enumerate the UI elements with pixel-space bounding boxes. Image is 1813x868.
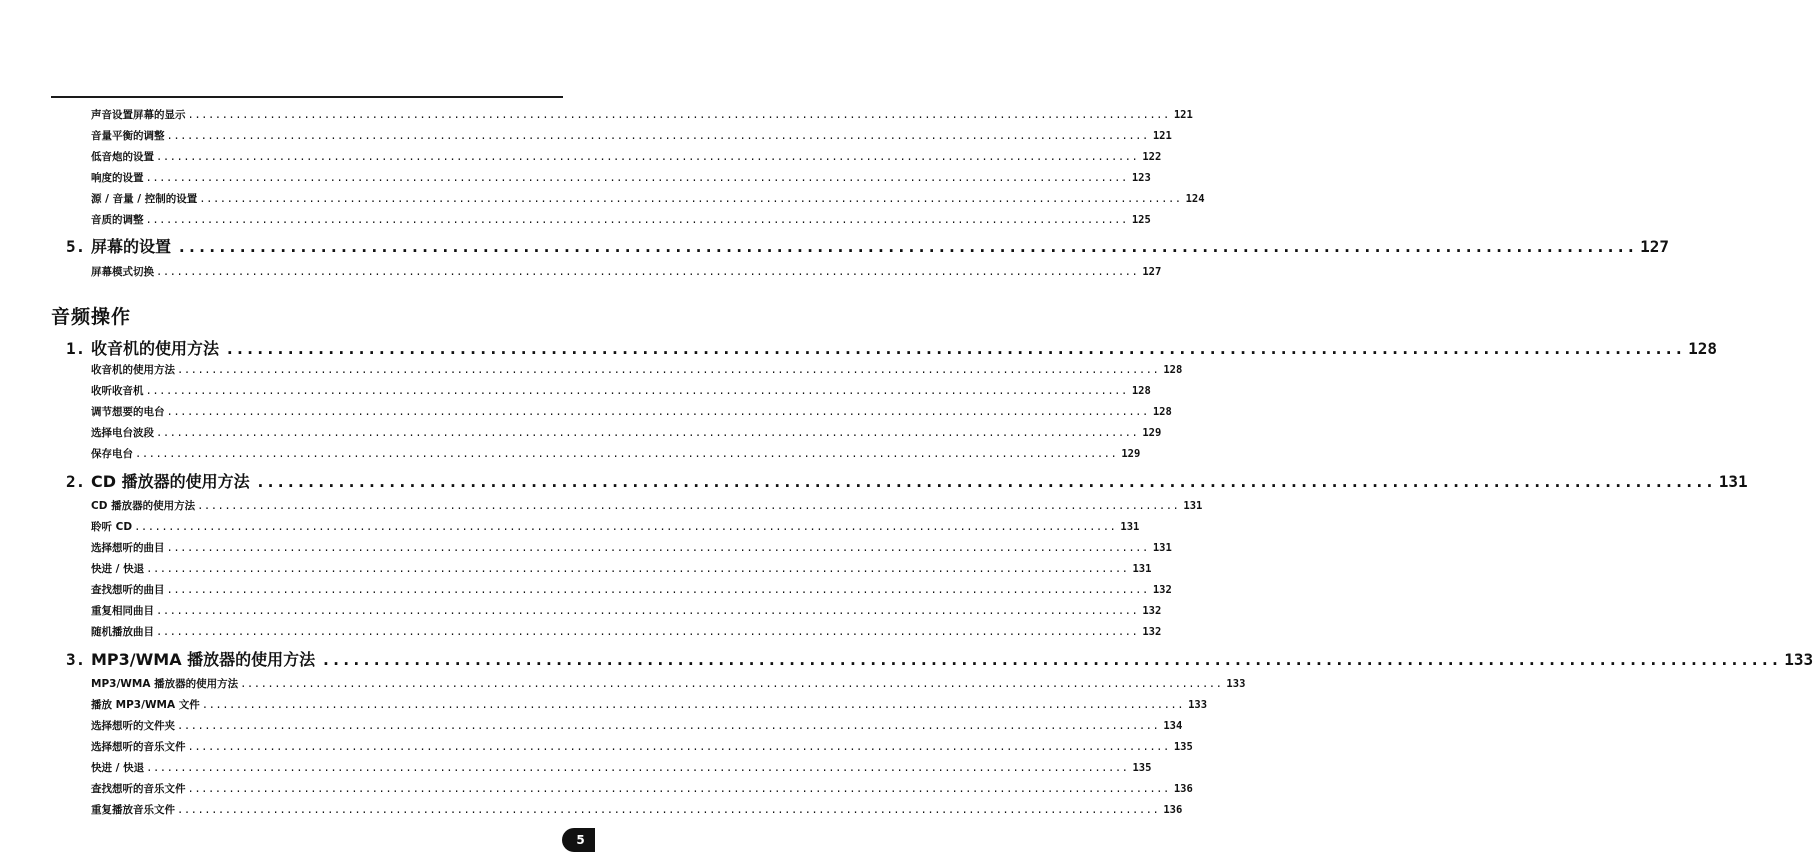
- toc-entry[interactable]: [91, 719, 1183, 734]
- entry-title: 随机播放曲目: [91, 626, 154, 638]
- entry-page-number: 131: [1183, 500, 1203, 512]
- entry-page-number: 135: [1132, 762, 1152, 774]
- entry-title: 收听收音机: [91, 385, 144, 397]
- dot-leader: ................................................................................................................................................: [199, 193, 1182, 205]
- entry-page-number: 124: [1185, 193, 1205, 205]
- toc-entry[interactable]: [91, 803, 1183, 818]
- dot-leader: ................................................................................................................................................: [321, 650, 1781, 669]
- toc-entry[interactable]: [91, 192, 1205, 207]
- entry-title: MP3/WMA 播放器的使用方法: [91, 678, 239, 690]
- entry-title: 选择电台波段: [91, 427, 154, 439]
- toc-entry[interactable]: [91, 363, 1183, 378]
- dot-leader: ................................................................................................................................................: [166, 584, 1149, 596]
- entry-page-number: 136: [1173, 783, 1193, 795]
- dot-leader: ................................................................................................................................................: [134, 521, 1117, 533]
- entry-page-number: 128: [1163, 364, 1183, 376]
- toc-entry[interactable]: [91, 583, 1172, 598]
- entry-title: 响度的设置: [91, 172, 144, 184]
- dot-leader: ................................................................................................................................................: [166, 406, 1149, 418]
- entry-page-number: 123: [1131, 172, 1151, 184]
- entry-page-number: 133: [1784, 650, 1813, 669]
- entry-title: 音量平衡的调整: [91, 130, 165, 142]
- entry-title: 快进 / 快退: [91, 762, 145, 774]
- toc-chapter-entry[interactable]: [66, 649, 1813, 671]
- chapter-number: 5.: [66, 237, 86, 256]
- entry-title: 选择想听的文件夹: [91, 720, 175, 732]
- entry-title: 声音设置屏幕的显示: [91, 109, 186, 121]
- top-rule: [51, 96, 563, 98]
- dot-leader: ................................................................................................................................................: [225, 339, 1685, 358]
- dot-leader: ................................................................................................................................................: [177, 720, 1160, 732]
- entry-title: 收音机的使用方法: [91, 364, 175, 376]
- entry-page-number: 121: [1173, 109, 1193, 121]
- section-title: 音频操作: [51, 306, 132, 328]
- dot-leader: ................................................................................................................................................: [166, 130, 1149, 142]
- entry-title: 查找想听的音乐文件: [91, 783, 186, 795]
- entry-page-number: 131: [1120, 521, 1140, 533]
- dot-leader: ................................................................................................................................................: [156, 151, 1139, 163]
- entry-title: 保存电台: [91, 448, 133, 460]
- toc-entry[interactable]: [91, 604, 1162, 619]
- entry-title: 重复播放音乐文件: [91, 804, 175, 816]
- dot-leader: ................................................................................................................................................: [156, 266, 1139, 278]
- entry-page-number: 132: [1142, 605, 1162, 617]
- toc-entry[interactable]: [91, 150, 1162, 165]
- entry-page-number: 129: [1142, 427, 1162, 439]
- page-number-badge: 5: [562, 828, 595, 852]
- entry-title: 播放 MP3/WMA 文件: [91, 699, 200, 711]
- toc-entry[interactable]: [91, 562, 1152, 577]
- entry-page-number: 131: [1132, 563, 1152, 575]
- toc-entry[interactable]: [91, 677, 1246, 692]
- dot-leader: ................................................................................................................................................: [255, 472, 1715, 491]
- toc-entry[interactable]: [91, 213, 1151, 228]
- entry-title: 选择想听的音乐文件: [91, 741, 186, 753]
- entry-title: 调节想要的电台: [91, 406, 165, 418]
- entry-page-number: 133: [1188, 699, 1208, 711]
- chapter-number: 3.: [66, 650, 86, 669]
- dot-leader: ................................................................................................................................................: [201, 699, 1185, 711]
- entry-title: 低音炮的设置: [91, 151, 154, 163]
- toc-entry[interactable]: [91, 499, 1203, 514]
- dot-leader: ................................................................................................................................................: [240, 678, 1223, 690]
- dot-leader: ................................................................................................................................................: [156, 605, 1139, 617]
- entry-title: 选择想听的曲目: [91, 542, 165, 554]
- dot-leader: ................................................................................................................................................: [177, 804, 1160, 816]
- entry-page-number: 128: [1152, 406, 1172, 418]
- dot-leader: ................................................................................................................................................: [187, 741, 1170, 753]
- toc-entry[interactable]: [91, 447, 1141, 462]
- dot-leader: ................................................................................................................................................: [135, 448, 1118, 460]
- entry-title: CD 播放器的使用方法: [91, 472, 250, 491]
- entry-title: 音质的调整: [91, 214, 144, 226]
- entry-title: 聆听 CD: [91, 521, 133, 533]
- dot-leader: ................................................................................................................................................: [156, 427, 1139, 439]
- entry-page-number: 133: [1226, 678, 1246, 690]
- chapter-number: 2.: [66, 472, 86, 491]
- toc-entry[interactable]: [91, 761, 1152, 776]
- entry-page-number: 135: [1173, 741, 1193, 753]
- dot-leader: ................................................................................................................................................: [177, 364, 1160, 376]
- entry-page-number: 134: [1163, 720, 1183, 732]
- entry-page-number: 131: [1152, 542, 1172, 554]
- entry-page-number: 132: [1152, 584, 1172, 596]
- toc-entry[interactable]: [91, 108, 1193, 123]
- dot-leader: ................................................................................................................................................: [146, 563, 1129, 575]
- toc-entry[interactable]: [91, 405, 1172, 420]
- toc-entry[interactable]: [91, 782, 1193, 797]
- dot-leader: ................................................................................................................................................: [197, 500, 1180, 512]
- dot-leader: ................................................................................................................................................: [187, 109, 1170, 121]
- entry-page-number: 127: [1142, 266, 1162, 278]
- toc-entry[interactable]: [91, 129, 1172, 144]
- toc-entry[interactable]: [91, 384, 1151, 399]
- entry-title: 快进 / 快退: [91, 563, 145, 575]
- entry-title: 重复相同曲目: [91, 605, 154, 617]
- entry-title: 屏幕的设置: [91, 237, 172, 256]
- entry-title: 查找想听的曲目: [91, 584, 165, 596]
- dot-leader: ................................................................................................................................................: [166, 542, 1149, 554]
- entry-title: MP3/WMA 播放器的使用方法: [91, 650, 316, 669]
- dot-leader: ................................................................................................................................................: [145, 214, 1128, 226]
- entry-page-number: 131: [1718, 472, 1748, 491]
- chapter-number: 1.: [66, 339, 86, 358]
- entry-page-number: 122: [1142, 151, 1162, 163]
- dot-leader: ................................................................................................................................................: [146, 762, 1129, 774]
- dot-leader: ................................................................................................................................................: [177, 237, 1637, 256]
- toc-entry[interactable]: [91, 265, 1162, 280]
- entry-page-number: 125: [1131, 214, 1151, 226]
- entry-page-number: 128: [1688, 339, 1718, 358]
- toc-chapter-entry[interactable]: [66, 471, 1748, 493]
- entry-title: 收音机的使用方法: [91, 339, 220, 358]
- toc-entry[interactable]: [91, 541, 1172, 556]
- entry-title: 屏幕模式切换: [91, 266, 154, 278]
- toc-chapter-entry[interactable]: [66, 338, 1718, 360]
- toc-entry[interactable]: [91, 426, 1162, 441]
- entry-title: 源 / 音量 / 控制的设置: [91, 193, 198, 205]
- entry-page-number: 127: [1640, 237, 1670, 256]
- dot-leader: ................................................................................................................................................: [156, 626, 1139, 638]
- dot-leader: ................................................................................................................................................: [145, 385, 1128, 397]
- toc-entry[interactable]: [91, 698, 1208, 713]
- dot-leader: ................................................................................................................................................: [145, 172, 1128, 184]
- toc-entry[interactable]: [91, 520, 1140, 535]
- entry-page-number: 132: [1142, 626, 1162, 638]
- toc-chapter-entry[interactable]: [66, 236, 1670, 258]
- toc-entry[interactable]: [91, 171, 1151, 186]
- entry-page-number: 129: [1121, 448, 1141, 460]
- entry-page-number: 136: [1163, 804, 1183, 816]
- dot-leader: ................................................................................................................................................: [187, 783, 1170, 795]
- toc-entry[interactable]: [91, 625, 1162, 640]
- entry-title: CD 播放器的使用方法: [91, 500, 196, 512]
- entry-page-number: 121: [1152, 130, 1172, 142]
- toc-entry[interactable]: [91, 740, 1193, 755]
- entry-page-number: 128: [1131, 385, 1151, 397]
